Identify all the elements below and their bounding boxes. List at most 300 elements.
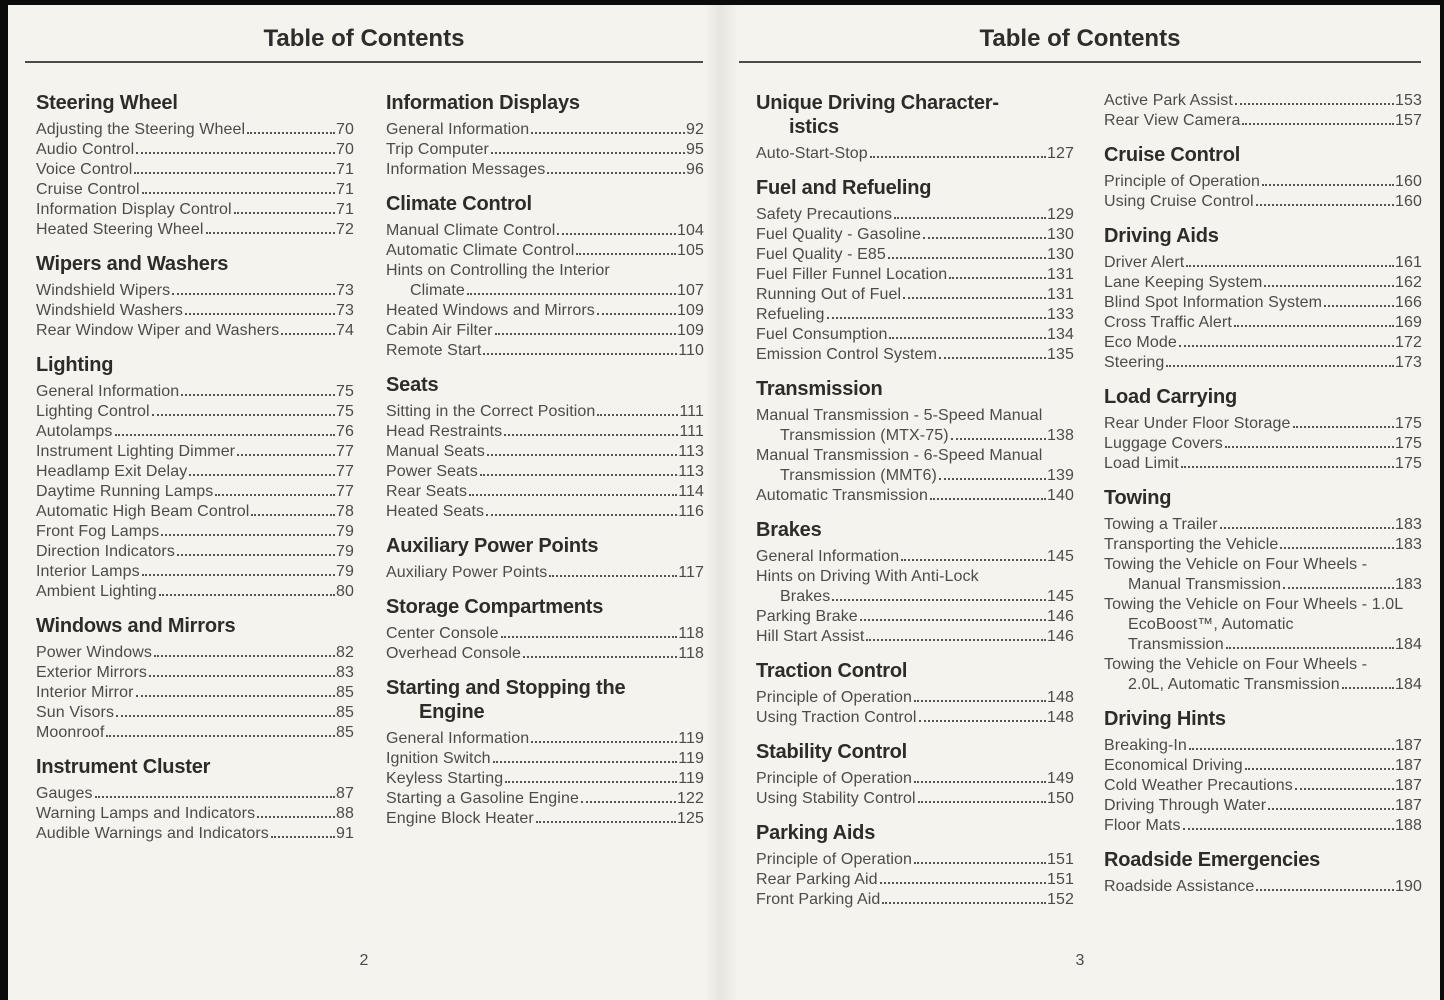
- toc-entry: [756, 285, 1074, 305]
- entry-label: General Information: [386, 121, 530, 138]
- dot-leader: [504, 434, 678, 436]
- toc-entry: [756, 789, 1074, 809]
- dot-leader: [1264, 285, 1394, 287]
- toc-entry: [36, 462, 354, 482]
- toc-entry: [1104, 253, 1422, 273]
- toc-entry: [36, 442, 354, 462]
- header-rule: [25, 61, 703, 63]
- dot-leader: [581, 801, 676, 803]
- dot-leader: [487, 454, 677, 456]
- toc-entry: [1104, 816, 1422, 836]
- toc-section: [386, 595, 704, 664]
- entry-page-number: 175: [1395, 435, 1422, 452]
- toc-entry: [756, 607, 1074, 627]
- entry-label: Interior Lamps: [36, 563, 140, 580]
- section-heading-line2: Engine: [419, 701, 485, 723]
- toc-entry: [36, 200, 354, 220]
- entry-label: Manual Transmission - 6-Speed Manual: [756, 447, 1043, 464]
- toc-section: [756, 377, 1074, 506]
- entry-label: Principle of Operation: [756, 770, 913, 787]
- entry-page-number: 187: [1395, 797, 1422, 814]
- dot-leader: [271, 836, 335, 838]
- entry-label: Autolamps: [36, 423, 113, 440]
- toc-entry: [36, 643, 354, 663]
- dot-leader: [1268, 808, 1394, 810]
- page-gutter: [704, 0, 738, 1000]
- toc-entry: [36, 140, 354, 160]
- dot-leader: [1293, 426, 1395, 428]
- section-heading: Instrument Cluster: [36, 756, 211, 778]
- toc-section: [756, 176, 1074, 365]
- toc-entry: [36, 703, 354, 723]
- entry-label: Towing the Vehicle on Four Wheels -: [1104, 656, 1368, 673]
- toc-entry: [756, 406, 1074, 446]
- toc-entry: [1104, 333, 1422, 353]
- entry-page-number: 183: [1395, 516, 1422, 533]
- entry-label: Auto-Start-Stop: [756, 145, 868, 162]
- dot-leader: [1225, 446, 1394, 448]
- entry-label: Information Display Control: [36, 201, 232, 218]
- entry-label: Using Traction Control: [756, 709, 917, 726]
- toc-entry: [1104, 353, 1422, 373]
- toc-section: [756, 91, 1074, 164]
- dot-leader: [860, 619, 1046, 621]
- entry-label: Active Park Assist: [1104, 92, 1233, 109]
- entry-page-number: 187: [1395, 757, 1422, 774]
- toc-section: [386, 676, 704, 829]
- entry-page-number: 79: [336, 523, 354, 540]
- dot-leader: [923, 237, 1046, 239]
- toc-entry: [756, 547, 1074, 567]
- dot-leader: [505, 781, 677, 783]
- dot-leader: [531, 741, 677, 743]
- dot-leader: [1179, 345, 1394, 347]
- toc-entry: [756, 567, 1074, 607]
- entry-label: Transmission: [1128, 636, 1224, 653]
- entry-label: Gauges: [36, 785, 93, 802]
- entry-page-number: 138: [1047, 427, 1074, 444]
- dot-leader: [116, 715, 335, 717]
- entry-label: Cold Weather Precautions: [1104, 777, 1293, 794]
- toc-section: [1104, 143, 1422, 212]
- dot-leader: [115, 434, 336, 436]
- toc-entry: [1104, 273, 1422, 293]
- entry-label: Manual Transmission - 5-Speed Manual: [756, 407, 1043, 424]
- entry-label: Climate: [410, 282, 465, 299]
- toc-entry: [756, 144, 1074, 164]
- entry-page-number: 119: [678, 730, 704, 747]
- dot-leader: [136, 152, 335, 154]
- dot-leader: [1245, 768, 1394, 770]
- dot-leader: [1226, 647, 1394, 649]
- toc-column-1: [36, 91, 354, 844]
- toc-entry: [386, 769, 704, 789]
- entry-label: Automatic High Beam Control: [36, 503, 250, 520]
- entry-page-number: 151: [1047, 871, 1074, 888]
- entry-page-number: 175: [1395, 415, 1422, 432]
- entry-label: General Information: [386, 730, 530, 747]
- dot-leader: [142, 192, 335, 194]
- entry-page-number: 77: [336, 463, 354, 480]
- toc-section: [386, 373, 704, 522]
- entry-page-number: 77: [336, 443, 354, 460]
- dot-leader: [467, 293, 676, 295]
- dot-leader: [480, 474, 677, 476]
- toc-entry: [756, 688, 1074, 708]
- toc-entry: [386, 644, 704, 664]
- section-heading: Transmission: [756, 378, 883, 400]
- toc-entry: [386, 321, 704, 341]
- entry-label: Overhead Console: [386, 645, 522, 662]
- dot-leader: [237, 454, 335, 456]
- toc-entry: [36, 482, 354, 502]
- dot-leader: [1189, 748, 1394, 750]
- dot-leader: [894, 217, 1046, 219]
- page-number: 3: [1075, 952, 1085, 969]
- entry-page-number: 118: [678, 645, 704, 662]
- dot-leader: [1220, 527, 1394, 529]
- toc-entry: [386, 624, 704, 644]
- toc-entry: [386, 482, 704, 502]
- toc-section: [1104, 848, 1422, 897]
- toc-entry: [1104, 796, 1422, 816]
- toc-entry: [386, 809, 704, 829]
- dot-leader: [185, 313, 335, 315]
- entry-label: Rear Seats: [386, 483, 468, 500]
- entry-label: Remote Start: [386, 342, 482, 359]
- entry-label: Fuel Quality - Gasoline: [756, 226, 922, 243]
- entry-page-number: 71: [336, 181, 354, 198]
- toc-entry: [1104, 756, 1422, 776]
- dot-leader: [1186, 265, 1394, 267]
- entry-page-number: 129: [1047, 206, 1074, 223]
- dot-leader: [136, 695, 335, 697]
- section-heading: Fuel and Refueling: [756, 177, 932, 199]
- entry-page-number: 130: [1047, 226, 1074, 243]
- entry-page-number: 117: [678, 564, 704, 581]
- dot-leader: [215, 494, 335, 496]
- entry-page-number: 75: [336, 383, 354, 400]
- entry-label: Safety Precautions: [756, 206, 893, 223]
- entry-label: Towing the Vehicle on Four Wheels - 1.0L: [1104, 596, 1404, 613]
- toc-entry: [36, 562, 354, 582]
- dot-leader: [919, 720, 1047, 722]
- entry-page-number: 172: [1395, 334, 1422, 351]
- toc-column-3: [756, 91, 1074, 910]
- entry-page-number: 83: [336, 664, 354, 681]
- entry-page-number: 95: [686, 141, 704, 158]
- entry-page-number: 145: [1047, 588, 1074, 605]
- entry-page-number: 140: [1047, 487, 1074, 504]
- toc-section: [36, 353, 354, 602]
- page-number: 2: [359, 952, 369, 969]
- toc-entry: [36, 723, 354, 743]
- toc-entry: [36, 402, 354, 422]
- dot-leader: [547, 172, 685, 174]
- toc-entry: [756, 486, 1074, 506]
- dot-leader: [1262, 184, 1394, 186]
- dot-leader: [483, 353, 677, 355]
- entry-page-number: 119: [678, 770, 704, 787]
- entry-label: Parking Brake: [756, 608, 858, 625]
- entry-page-number: 111: [679, 423, 704, 440]
- dot-leader: [549, 575, 677, 577]
- dot-leader: [901, 559, 1046, 561]
- entry-page-number: 187: [1395, 777, 1422, 794]
- entry-label: Front Fog Lamps: [36, 523, 160, 540]
- dot-leader: [1324, 305, 1394, 307]
- entry-label: Principle of Operation: [756, 851, 913, 868]
- toc-section: [756, 518, 1074, 647]
- entry-label: Center Console: [386, 625, 499, 642]
- entry-label: Manual Seats: [386, 443, 486, 460]
- toc-entry: [1104, 91, 1422, 111]
- toc-entry: [1104, 555, 1422, 595]
- toc-entry: [36, 120, 354, 140]
- toc-entry: [1104, 111, 1422, 131]
- entry-label: General Information: [756, 548, 900, 565]
- dot-leader: [95, 796, 335, 798]
- toc-section: [1104, 486, 1422, 695]
- entry-page-number: 131: [1047, 266, 1074, 283]
- dot-leader: [106, 735, 335, 737]
- entry-page-number: 80: [336, 583, 354, 600]
- toc-entry: [756, 345, 1074, 365]
- dot-leader: [827, 317, 1046, 319]
- toc-entry: [386, 402, 704, 422]
- entry-label: Using Stability Control: [756, 790, 916, 807]
- toc-entry: [386, 341, 704, 361]
- entry-page-number: 131: [1047, 286, 1074, 303]
- toc-entry: [756, 890, 1074, 910]
- toc-entry: [36, 321, 354, 341]
- page-header: [8, 0, 720, 63]
- entry-page-number: 133: [1047, 306, 1074, 323]
- entry-label: Roadside Assistance: [1104, 878, 1255, 895]
- toc-entry: [756, 769, 1074, 789]
- toc-entry: [36, 804, 354, 824]
- entry-page-number: 113: [678, 443, 704, 460]
- entry-label: Transmission (MMT6): [780, 467, 937, 484]
- entry-label: Towing the Vehicle on Four Wheels -: [1104, 556, 1368, 573]
- page-title: Table of Contents: [263, 25, 465, 52]
- entry-label: Exterior Mirrors: [36, 664, 147, 681]
- scan-edge-right: [1440, 0, 1444, 1000]
- toc-entry: [36, 824, 354, 844]
- entry-page-number: 87: [336, 785, 354, 802]
- toc-entry: [386, 241, 704, 261]
- entry-label: Automatic Transmission: [756, 487, 929, 504]
- dot-leader: [903, 297, 1046, 299]
- entry-label: Transmission (MTX-75): [780, 427, 949, 444]
- toc-section: [756, 821, 1074, 910]
- toc-entry: [756, 708, 1074, 728]
- entry-page-number: 71: [336, 201, 354, 218]
- dot-leader: [1256, 204, 1394, 206]
- dot-leader: [1235, 103, 1394, 105]
- entry-page-number: 162: [1395, 274, 1422, 291]
- entry-label: Principle of Operation: [756, 689, 913, 706]
- dot-leader: [161, 534, 335, 536]
- dot-leader: [154, 655, 335, 657]
- toc-section: [756, 740, 1074, 809]
- toc-section: [1104, 224, 1422, 373]
- dot-leader: [177, 554, 335, 556]
- entry-page-number: 92: [686, 121, 704, 138]
- entry-page-number: 109: [677, 302, 704, 319]
- dot-leader: [531, 132, 685, 134]
- toc-entry: [386, 120, 704, 140]
- entry-label: Auxiliary Power Points: [386, 564, 548, 581]
- toc-entry: [386, 140, 704, 160]
- section-heading: Stability Control: [756, 741, 908, 763]
- entry-label: 2.0L, Automatic Transmission: [1128, 676, 1340, 693]
- toc-entry: [36, 422, 354, 442]
- entry-page-number: 146: [1047, 628, 1074, 645]
- toc-entry: [36, 382, 354, 402]
- entry-label: Engine Block Heater: [386, 810, 534, 827]
- entry-page-number: 111: [679, 403, 704, 420]
- entry-label: Principle of Operation: [1104, 173, 1261, 190]
- entry-page-number: 79: [336, 563, 354, 580]
- dot-leader: [889, 337, 1046, 339]
- toc-entry: [1104, 414, 1422, 434]
- toc-entry: [1104, 535, 1422, 555]
- entry-page-number: 70: [336, 121, 354, 138]
- toc-entry: [36, 301, 354, 321]
- entry-label: Manual Climate Control: [386, 222, 556, 239]
- dot-leader: [939, 478, 1046, 480]
- entry-page-number: 105: [677, 242, 704, 259]
- section-heading: Cruise Control: [1104, 144, 1241, 166]
- dot-leader: [257, 816, 335, 818]
- entry-page-number: 113: [678, 463, 704, 480]
- toc-entry: [386, 442, 704, 462]
- dot-leader: [1234, 325, 1394, 327]
- toc-entry: [386, 301, 704, 321]
- toc-entry: [1104, 655, 1422, 695]
- entry-page-number: 190: [1395, 878, 1422, 895]
- entry-label: Interior Mirror: [36, 684, 134, 701]
- entry-label: General Information: [36, 383, 180, 400]
- dot-leader: [486, 514, 677, 516]
- scan-edge-top: [0, 0, 1444, 5]
- toc-entry: [756, 305, 1074, 325]
- toc-section: [1104, 385, 1422, 474]
- entry-page-number: 73: [336, 282, 354, 299]
- entry-page-number: 85: [336, 724, 354, 741]
- toc-entry: [1104, 776, 1422, 796]
- toc-entry: [386, 221, 704, 241]
- dot-leader: [491, 152, 685, 154]
- entry-label: Cross Traffic Alert: [1104, 314, 1232, 331]
- entry-page-number: 150: [1047, 790, 1074, 807]
- dot-leader: [142, 574, 335, 576]
- section-heading: Seats: [386, 374, 439, 396]
- dot-leader: [914, 781, 1046, 783]
- entry-label: Trip Computer: [386, 141, 489, 158]
- entry-label: Steering: [1104, 354, 1165, 371]
- dot-leader: [234, 212, 335, 214]
- dot-leader: [247, 132, 335, 134]
- entry-page-number: 160: [1395, 193, 1422, 210]
- dot-leader: [939, 357, 1046, 359]
- section-heading: Lighting: [36, 354, 114, 376]
- section-heading: Roadside Emergencies: [1104, 849, 1321, 871]
- toc-entry: [36, 502, 354, 522]
- entry-label: Information Messages: [386, 161, 546, 178]
- entry-label: Cabin Air Filter: [386, 322, 493, 339]
- toc-section: [386, 192, 704, 361]
- toc-entry: [36, 683, 354, 703]
- entry-page-number: 173: [1395, 354, 1422, 371]
- toc-entry: [36, 180, 354, 200]
- page-right: [720, 0, 1440, 1000]
- toc-section: [386, 91, 704, 180]
- toc-entry: [386, 749, 704, 769]
- entry-page-number: 125: [677, 810, 704, 827]
- columns-container: [720, 91, 1440, 910]
- toc-section: [386, 534, 704, 583]
- entry-label: Fuel Consumption: [756, 326, 888, 343]
- dot-leader: [281, 333, 335, 335]
- toc-section: [36, 755, 354, 844]
- toc-entry: [756, 870, 1074, 890]
- entry-label: Head Restraints: [386, 423, 503, 440]
- toc-column-2: [386, 91, 704, 844]
- entry-label: Hints on Driving With Anti-Lock: [756, 568, 979, 585]
- entry-page-number: 91: [336, 825, 354, 842]
- dot-leader: [493, 761, 678, 763]
- entry-label: Rear Parking Aid: [756, 871, 878, 888]
- section-heading: Climate Control: [386, 193, 532, 215]
- entry-page-number: 70: [336, 141, 354, 158]
- toc-entry: [386, 789, 704, 809]
- entry-page-number: 183: [1395, 576, 1422, 593]
- section-heading: Brakes: [756, 519, 822, 541]
- entry-label: EcoBoost™, Automatic: [1128, 616, 1294, 633]
- page-left: [8, 0, 720, 1000]
- entry-label: Brakes: [780, 588, 831, 605]
- entry-page-number: 146: [1047, 608, 1074, 625]
- dot-leader: [1256, 889, 1394, 891]
- dot-leader: [1342, 687, 1394, 689]
- entry-page-number: 127: [1047, 145, 1074, 162]
- entry-label: Audible Warnings and Indicators: [36, 825, 269, 842]
- entry-label: Warning Lamps and Indicators: [36, 805, 256, 822]
- header-rule: [739, 61, 1421, 63]
- toc-entry: [756, 325, 1074, 345]
- dot-leader: [501, 636, 678, 638]
- entry-page-number: 160: [1395, 173, 1422, 190]
- dot-leader: [152, 414, 335, 416]
- toc-entry: [756, 850, 1074, 870]
- dot-leader: [1181, 466, 1394, 468]
- entry-label: Emission Control System: [756, 346, 938, 363]
- toc-entry: [386, 462, 704, 482]
- toc-entry: [36, 663, 354, 683]
- toc-entry: [36, 522, 354, 542]
- entry-page-number: 109: [677, 322, 704, 339]
- toc-entry: [36, 160, 354, 180]
- dot-leader: [1295, 788, 1394, 790]
- entry-label: Automatic Climate Control: [386, 242, 575, 259]
- section-heading: Driving Aids: [1104, 225, 1219, 247]
- columns-container: [8, 91, 720, 844]
- entry-label: Floor Mats: [1104, 817, 1181, 834]
- dot-leader: [1280, 547, 1394, 549]
- entry-label: Sitting in the Correct Position: [386, 403, 596, 420]
